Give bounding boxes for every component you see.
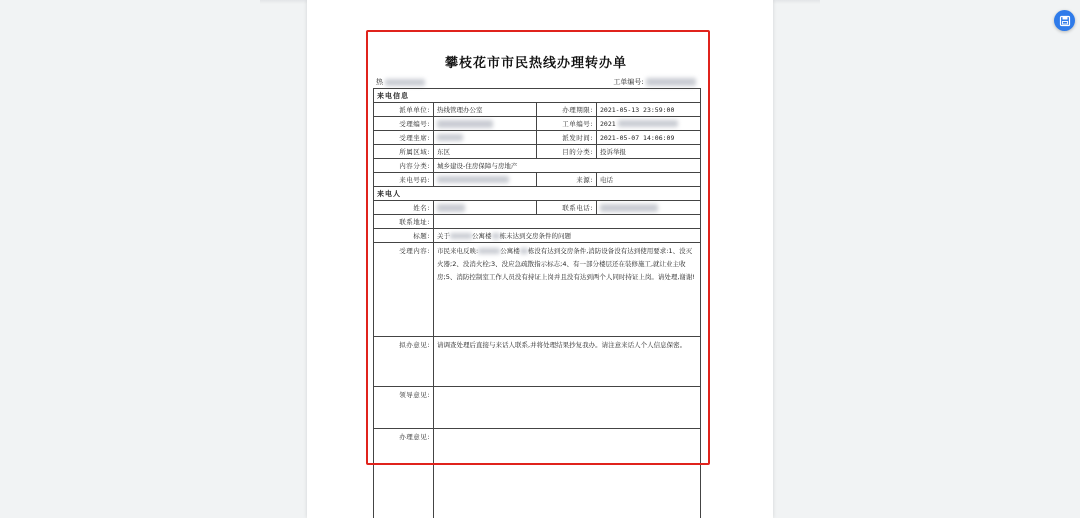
redacted-subject-a: [450, 233, 472, 239]
redacted-seat: [437, 134, 463, 141]
content-label: 受理内容:: [374, 243, 434, 337]
subject-prefix: 关于: [437, 232, 450, 240]
ticket-label: 工单编号:: [613, 78, 644, 86]
purpose-label: 目的分类:: [537, 145, 597, 159]
district-value: 东区: [434, 145, 537, 159]
contact-label: 联系电话:: [537, 201, 597, 215]
source-value: 电话: [597, 173, 701, 187]
content-type-value: 城乡建设-住房保障与房地产: [434, 159, 701, 173]
section-caller-row: [374, 187, 701, 201]
table-row: [374, 243, 701, 337]
deadline-label: 办理期限:: [537, 103, 597, 117]
table-row: [374, 103, 701, 117]
redacted-name: [437, 204, 465, 212]
proposed-value: 请调查处理后直接与来话人联系,并将处理结果抄复我办。请注意来话人个人信息保密。: [434, 337, 701, 387]
dispatch-time-value: 2021-05-07 14:06:09: [597, 131, 701, 145]
table-row: [374, 159, 701, 173]
float-action-button[interactable]: [1054, 10, 1075, 31]
table-row: [374, 429, 701, 518]
dispatch-unit-value: 热线管理办公室: [434, 103, 537, 117]
redacted-hotline: [385, 79, 425, 86]
seat-label: 受理坐席:: [374, 131, 434, 145]
receipt-no-label: 受理编号:: [374, 117, 434, 131]
content-part-1: 市民来电反映:: [437, 247, 479, 255]
section-caller: 来电人: [374, 187, 701, 201]
address-value: [434, 215, 701, 229]
ticket-field: [613, 77, 696, 87]
subject-value: [434, 229, 701, 243]
leader-value: [434, 387, 701, 429]
transfer-form-table: [373, 88, 701, 518]
document-header-row: [376, 76, 698, 88]
seat-value: [434, 131, 537, 145]
hotline-label: 热: [376, 78, 383, 86]
content-part-2: 公寓楼: [500, 247, 520, 255]
receipt-no-value: [434, 117, 537, 131]
section-call-info-row: [374, 89, 701, 103]
dispatch-unit-label: 派单单位:: [374, 103, 434, 117]
handling-label: 办理意见:: [374, 429, 434, 518]
order-no-value: [597, 117, 701, 131]
section-call-info: 来电信息: [374, 89, 701, 103]
redacted-subject-b: [492, 233, 500, 239]
address-label: 联系地址:: [374, 215, 434, 229]
district-label: 所属区域:: [374, 145, 434, 159]
document-title: 攀枝花市市民热线办理转办单: [444, 56, 627, 71]
content-value: [434, 243, 701, 337]
table-row: [374, 215, 701, 229]
handling-value: [434, 429, 701, 518]
dispatch-time-label: 派发时间:: [537, 131, 597, 145]
content-type-label: 内容分类:: [374, 159, 434, 173]
redacted-content-b: [520, 248, 528, 254]
table-row: [374, 173, 701, 187]
source-label: 来源:: [537, 173, 597, 187]
save-icon: [1059, 15, 1071, 27]
name-value: [434, 201, 537, 215]
proposed-label: 拟办意见:: [374, 337, 434, 387]
table-row: [374, 201, 701, 215]
redacted-caller-no: [437, 176, 509, 183]
contact-value: [597, 201, 701, 215]
caller-no-label: 来电号码:: [374, 173, 434, 187]
order-no-label: 工单编号:: [537, 117, 597, 131]
table-row: [374, 229, 701, 243]
hotline-field: [376, 77, 425, 87]
redacted-content-a: [478, 248, 500, 254]
table-row: [374, 145, 701, 159]
table-row: [374, 117, 701, 131]
subject-mid: 公寓楼: [472, 232, 492, 240]
caller-no-value: [434, 173, 537, 187]
redacted-receipt-no: [437, 120, 493, 128]
redacted-ticket-number: [646, 78, 696, 86]
content-part-3: 栋没有达到交房条件,消防设备没有达到使用要求:1、没灭火器;2、没消火栓;3、没应急疏散指示标志;4、有一部分楼层还在装修施工,就让业主收房;5、消防控制室工作人员没有持证上岗并且没有达到两个人同时持证上岗。请处理,谢谢!: [437, 247, 695, 281]
redacted-contact: [600, 204, 658, 212]
purpose-value: 投诉举报: [597, 145, 701, 159]
subject-suffix: 栋未达到交房条件的问题: [499, 232, 571, 240]
table-row: [374, 131, 701, 145]
redacted-order-no: [618, 120, 678, 127]
table-row: [374, 337, 701, 387]
deadline-value: 2021-05-13 23:59:00: [597, 103, 701, 117]
name-label: 姓名:: [374, 201, 434, 215]
leader-label: 领导意见:: [374, 387, 434, 429]
subject-label: 标题:: [374, 229, 434, 243]
order-no-prefix: 2021: [600, 119, 616, 128]
table-row: [374, 387, 701, 429]
